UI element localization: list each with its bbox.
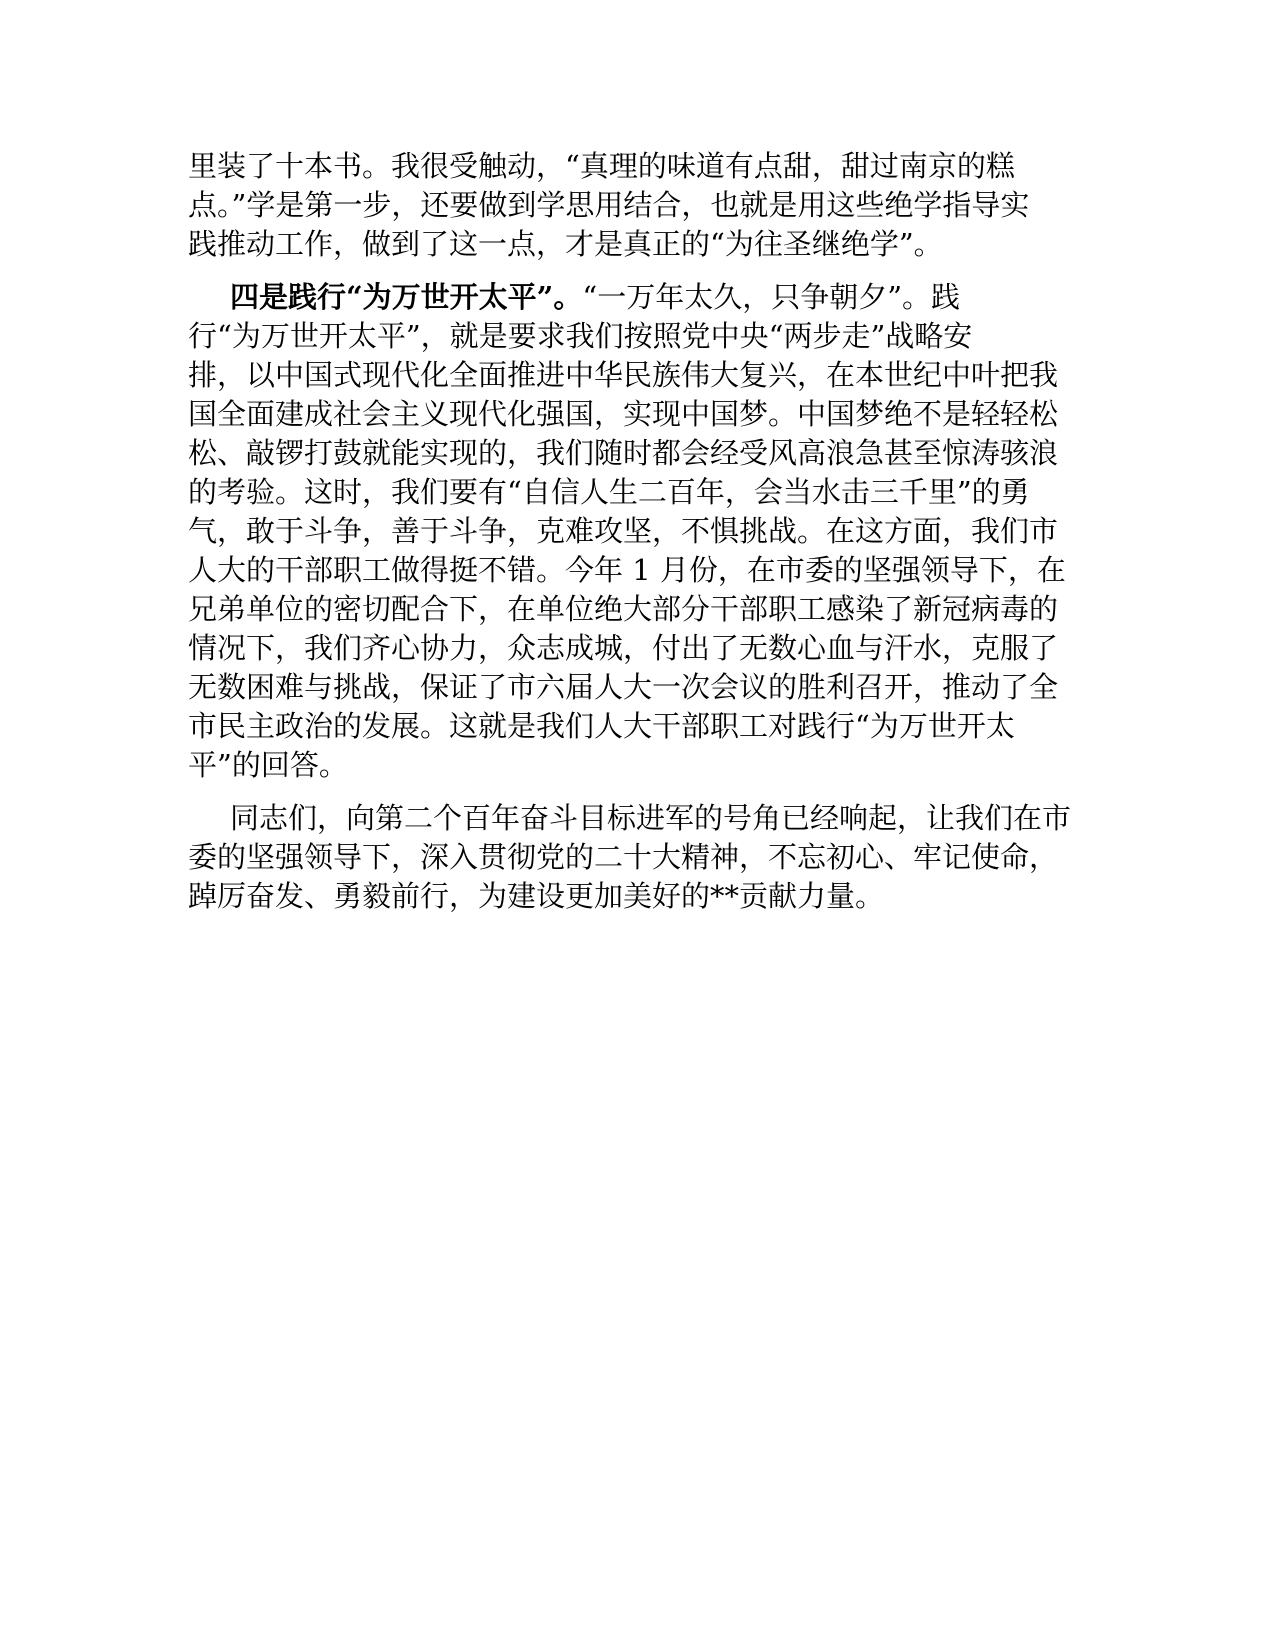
text-line: 的考验。这时，我们要有“自信人生二百年，会当水击三千里”的勇 bbox=[188, 475, 1030, 509]
text-line: 委的坚强领导下，深入贯彻党的二十大精神，不忘初心、牢记使命， bbox=[188, 840, 1059, 874]
text-line: 国全面建成社会主义现代化强国，实现中国梦。中国梦绝不是轻轻松 bbox=[188, 397, 1059, 431]
text-line: 情况下，我们齐心协力，众志成城，付出了无数心血与汗水，克服了 bbox=[188, 631, 1059, 665]
text-line: 兄弟单位的密切配合下，在单位绝大部分干部职工感染了新冠病毒的 bbox=[188, 592, 1059, 626]
text-fragment: “一万年太久，只争朝夕”。践 bbox=[582, 280, 961, 314]
text-line: 无数困难与挑战，保证了市六届人大一次会议的胜利召开，推动了全 bbox=[188, 670, 1059, 704]
paragraph-closing bbox=[188, 799, 1088, 916]
text-line: 人大的干部职工做得挺不错。今年 1 月份，在市委的坚强领导下，在 bbox=[188, 553, 1066, 587]
text-line: 排，以中国式现代化全面推进中华民族伟大复兴，在本世纪中叶把我 bbox=[188, 358, 1059, 392]
text-line: 市民主政治的发展。这就是我们人大干部职工对践行“为万世开太 bbox=[188, 709, 1015, 743]
paragraph-section-four bbox=[188, 278, 1088, 785]
text-line: 里装了十本书。我很受触动，“真理的味道有点甜，甜过南京的糕 bbox=[188, 149, 1015, 183]
document-body bbox=[188, 147, 1088, 930]
text-line: 气，敢于斗争，善于斗争，克难攻坚，不惧挑战。在这方面，我们市 bbox=[188, 514, 1059, 548]
section-heading: 四是践行“为万世开太平”。 bbox=[230, 280, 583, 314]
text-line: 践推动工作，做到了这一点，才是真正的“为往圣继绝学”。 bbox=[188, 227, 943, 261]
text-line: 松、敲锣打鼓就能实现的，我们随时都会经受风高浪急甚至惊涛骇浪 bbox=[188, 436, 1059, 470]
text-line-first: 同志们，向第二个百年奋斗目标进军的号角已经响起，让我们在市 bbox=[230, 801, 1072, 835]
paragraph-continuation bbox=[188, 147, 1088, 264]
text-line-first bbox=[188, 278, 1088, 317]
text-line: 平”的回答。 bbox=[188, 748, 348, 782]
text-line: 行“为万世开太平”，就是要求我们按照党中央“两步走”战略安 bbox=[188, 319, 973, 353]
text-line: 点。”学是第一步，还要做到学思用结合，也就是用这些绝学指导实 bbox=[188, 188, 1030, 222]
text-line: 踔厉奋发、勇毅前行，为建设更加美好的**贡献力量。 bbox=[188, 879, 885, 913]
